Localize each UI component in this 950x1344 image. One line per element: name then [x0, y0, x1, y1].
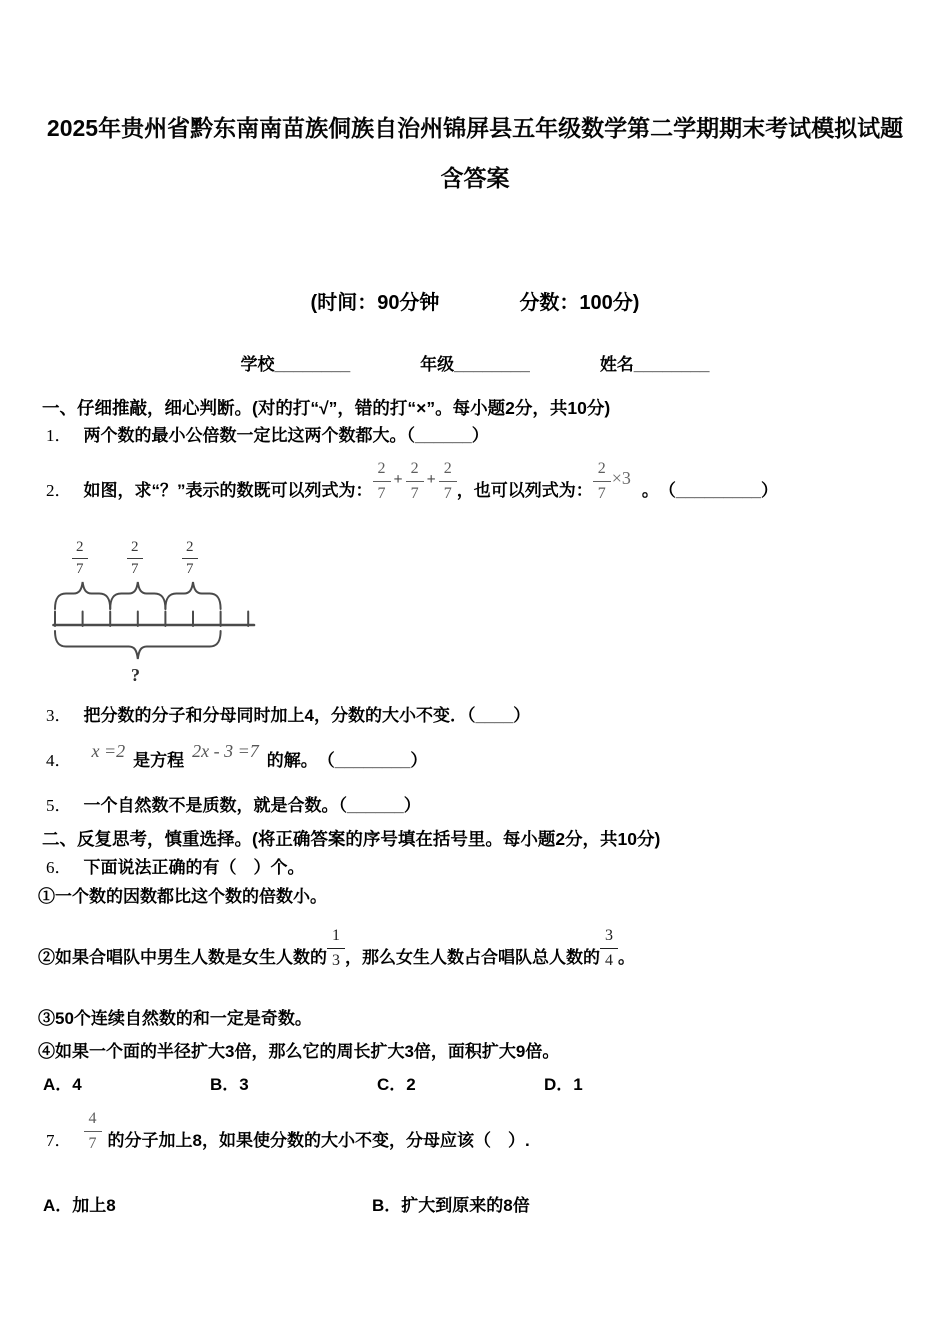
- fraction-2-7: $\frac{2}{7}$: [593, 461, 611, 503]
- question-5: [46, 791, 421, 816]
- option-b: B．3: [210, 1075, 249, 1094]
- item-2-period: 。: [618, 948, 635, 967]
- top-brace-3: [165, 582, 220, 609]
- equation-2x-minus-3: 2x - 3 =7: [192, 741, 259, 761]
- item-2-text-before: ②如果合唱队中男生人数是女生人数的: [38, 948, 327, 967]
- question-3-number: 3．: [46, 706, 72, 725]
- question-1-text: 两个数的最小公倍数一定比这两个数都大。: [83, 426, 407, 445]
- fraction-1-3: $\frac{1}{3}$: [327, 928, 345, 970]
- grade-field: 年级________: [420, 355, 530, 374]
- option-c: C．2: [377, 1075, 416, 1094]
- question-6-options: [0, 1070, 950, 1096]
- diagram-fraction-1: $\frac{2}{7}$: [72, 540, 88, 577]
- question-6-item-1: ①一个数的因数都比这个数的倍数小。: [38, 887, 327, 906]
- option-d: D．1: [544, 1075, 583, 1094]
- question-4-text-1: 是方程: [133, 751, 185, 770]
- question-6-number: 6．: [46, 858, 72, 877]
- question-2-period: 。: [641, 481, 659, 500]
- question-3: [46, 701, 530, 726]
- diagram-fraction-3: $\frac{2}{7}$: [182, 540, 198, 577]
- page-title-line2: 含答案: [440, 165, 510, 191]
- fraction-4-7: $\frac{4}{7}$: [84, 1111, 102, 1153]
- question-1-answer-blank: （______）: [406, 426, 489, 445]
- question-6-item-4: ④如果一个面的半径扩大3倍，那么它的周长扩大3倍，面积扩大9倍。: [38, 1042, 560, 1061]
- time-limit: (时间：90分钟: [310, 292, 440, 314]
- diagram-question-mark: ?: [131, 665, 140, 685]
- question-5-number: 5．: [46, 796, 72, 815]
- question-6-item-3: ③50个连续自然数的和一定是奇数。: [38, 1009, 312, 1028]
- question-6-item-2: [38, 920, 635, 970]
- question-5-text: 一个自然数不是质数，就是合数。: [83, 796, 339, 815]
- question-6: [46, 853, 305, 878]
- question-7-text: 的分子加上8，如果使分数的大小不变，分母应该（ ）.: [107, 1131, 530, 1150]
- total-score: 分数：100分): [519, 292, 640, 314]
- student-fields: [0, 350, 950, 375]
- question-4-answer-blank: （________）: [317, 751, 428, 770]
- fraction-3-4: $\frac{3}{4}$: [600, 928, 618, 970]
- top-brace-1: [55, 582, 110, 609]
- option-a: A．加上8: [43, 1196, 116, 1215]
- name-field: 姓名________: [599, 355, 710, 374]
- question-1-number: 1．: [46, 426, 72, 445]
- diagram-fraction-2: $\frac{2}{7}$: [127, 540, 143, 577]
- question-7-number: 7．: [46, 1131, 72, 1150]
- bottom-brace: [55, 631, 221, 659]
- question-4-text-2: 的解。: [266, 751, 318, 770]
- times-3: ×3: [611, 468, 631, 488]
- question-2: [46, 453, 778, 503]
- question-7: [46, 1105, 530, 1153]
- fraction-2-7: $\frac{2}{7}$: [373, 461, 391, 503]
- plus-sign: +: [426, 471, 436, 488]
- page-title: 2025年贵州省黔东南南苗族侗族自治州锦屏县五年级数学第二学期期末考试模拟试题: [46, 115, 904, 141]
- school-field: 学校________: [240, 355, 351, 374]
- section2-heading: 二、反复思考，慎重选择。(将正确答案的序号填在括号里。每小题2分，共10分): [42, 829, 661, 849]
- question-4-number: 4．: [46, 751, 72, 770]
- question-2-text-middle: ，也可以列式为：: [456, 481, 593, 500]
- top-brace-2: [110, 582, 165, 609]
- equation-x-equals-2: x =2: [91, 741, 126, 761]
- question-6-text: 下面说法正确的有（ ）个。: [83, 858, 305, 877]
- question-5-answer-blank: （______）: [338, 796, 421, 815]
- question-3-text: 把分数的分子和分母同时加上4，分数的大小不变．: [83, 706, 467, 725]
- option-b: B．扩大到原来的8倍: [372, 1196, 530, 1215]
- question-3-answer-blank: （____）: [466, 706, 531, 725]
- question-2-number: 2．: [46, 481, 72, 500]
- question-2-text-before: 如图，求“？”表示的数既可以列式为：: [83, 481, 373, 500]
- number-line-diagram: [42, 538, 312, 698]
- option-a: A．4: [43, 1075, 82, 1094]
- question-2-answer-blank: （_________）: [658, 481, 778, 500]
- fraction-2-7: $\frac{2}{7}$: [406, 461, 424, 503]
- section1-heading: 一、仔细推敲，细心判断。(对的打“√”，错的打“×”。每小题2分，共10分): [42, 398, 611, 418]
- question-7-options: [0, 1191, 950, 1217]
- plus-sign: +: [393, 471, 403, 488]
- question-1: [46, 421, 489, 446]
- question-4: [46, 741, 428, 773]
- fraction-2-7: $\frac{2}{7}$: [439, 461, 457, 503]
- item-2-text-middle: ，那么女生人数占合唱队总人数的: [345, 948, 600, 967]
- exam-info: [0, 286, 950, 315]
